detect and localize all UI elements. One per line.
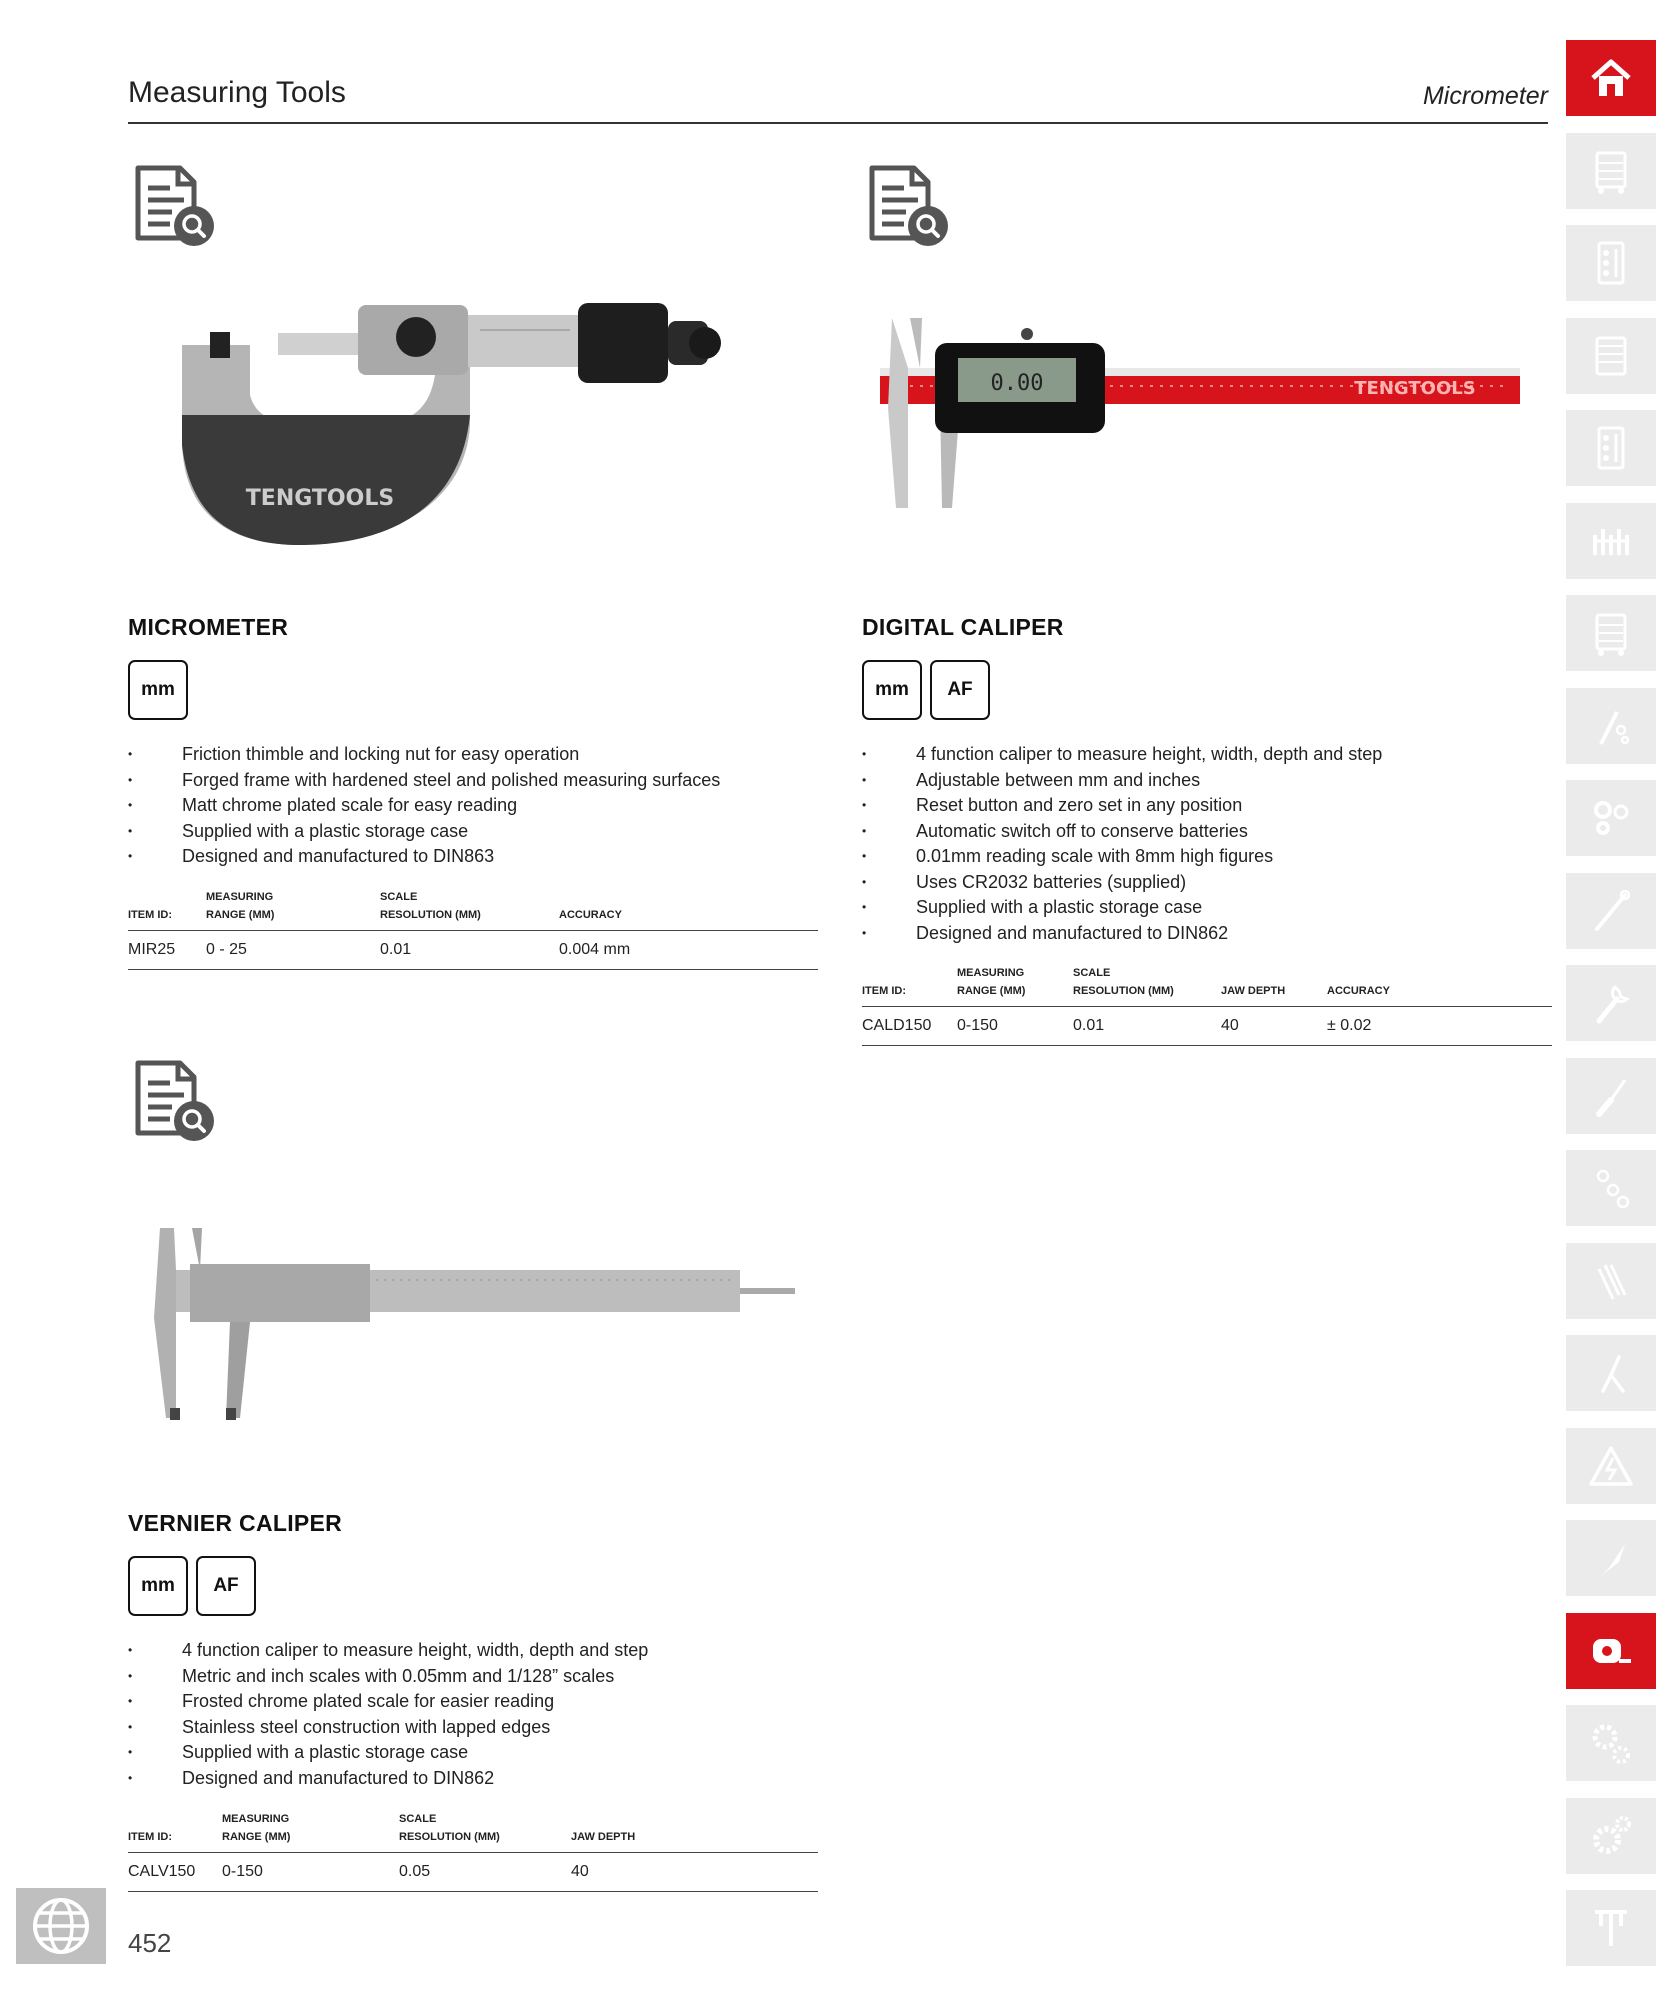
unit-badge-af: AF [930, 660, 990, 720]
cell-resolution: 0.01 [380, 931, 559, 970]
col-header-jaw-depth: JAW DEPTH [571, 1810, 818, 1853]
cell-item-id: MIR25 [128, 931, 206, 970]
feature-item: • Reset button and zero set in any position [862, 793, 1382, 819]
feature-item: • Adjustable between mm and inches [862, 768, 1382, 794]
col-header-range: MEASURING RANGE (MM) [222, 1810, 399, 1853]
cell-range: 0 - 25 [206, 931, 380, 970]
website-link[interactable] [16, 1888, 106, 1964]
vernier-caliper-spec-table [128, 1810, 818, 1892]
table-row [862, 1007, 1552, 1046]
col-header-accuracy: ACCURACY [1327, 964, 1552, 1007]
cell-accuracy: 0.004 mm [559, 931, 818, 970]
col-header-range: MEASURING RANGE (MM) [206, 888, 380, 931]
vernier-caliper-image [140, 1218, 810, 1428]
spanner-icon [1585, 977, 1637, 1029]
micrometer-image [170, 285, 770, 560]
micrometer-brand: TENGTOOLS [245, 486, 395, 511]
unit-badge-mm: mm [128, 1556, 188, 1616]
micrometer-features [128, 742, 720, 870]
feature-item: • 4 function caliper to measure height, width, depth and step [862, 742, 1382, 768]
tool-kit-icon [1585, 237, 1637, 289]
sidebar-tab-screwdriver[interactable] [1566, 1058, 1656, 1134]
feature-item: • Uses CR2032 batteries (supplied) [862, 870, 1382, 896]
sidebar-tab-measuring-tape[interactable] [1566, 1613, 1656, 1689]
svg-text:0.00: 0.00 [990, 371, 1044, 396]
col-header-resolution: SCALE RESOLUTION (MM) [380, 888, 559, 931]
pliers-icon [1585, 1347, 1637, 1399]
micrometer-title: MICROMETER [128, 614, 289, 640]
sidebar-tab-electrical[interactable] [1566, 1428, 1656, 1504]
col-header-item-id: ITEM ID: [128, 1810, 222, 1853]
sidebar-tab-tool-kit[interactable] [1566, 410, 1656, 486]
sidebar-tab-cog[interactable] [1566, 1798, 1656, 1874]
table-row [128, 931, 818, 970]
page-title: Measuring Tools [128, 76, 346, 109]
wrench-socket-icon [1585, 700, 1637, 752]
cog-icon [1585, 1810, 1637, 1862]
sidebar-tab-pliers[interactable] [1566, 1335, 1656, 1411]
caliper-brand: TENGTOOLS [1354, 378, 1476, 399]
col-header-item-id: ITEM ID: [862, 964, 957, 1007]
sidebar-tab-socket-set[interactable] [1566, 503, 1656, 579]
feature-item: • 4 function caliper to measure height, width, depth and step [128, 1638, 648, 1664]
feature-item: • Designed and manufactured to DIN863 [128, 844, 720, 870]
feature-item: • Forged frame with hardened steel and polished measuring surfaces [128, 768, 720, 794]
sidebar-tab-tool-cabinet[interactable] [1566, 133, 1656, 209]
vernier-caliper-badges [128, 1556, 256, 1616]
col-header-resolution: SCALE RESOLUTION (MM) [399, 1810, 571, 1853]
header-divider [128, 122, 1548, 124]
bits-icon [1585, 1162, 1637, 1214]
datasheet-search-icon[interactable] [862, 160, 952, 250]
sidebar-tab-wrench-socket[interactable] [1566, 688, 1656, 764]
feature-item: • Frosted chrome plated scale for easier reading [128, 1689, 648, 1715]
micrometer-badges [128, 660, 188, 720]
torque-wrench-icon [1585, 885, 1637, 937]
vernier-caliper-features [128, 1638, 648, 1791]
feature-item: • Automatic switch off to conserve batteries [862, 819, 1382, 845]
sidebar-tab-sockets[interactable] [1566, 780, 1656, 856]
tool-cabinet-icon [1585, 607, 1637, 659]
feature-item: • 0.01mm reading scale with 8mm high figures [862, 844, 1382, 870]
feature-item: • Supplied with a plastic storage case [128, 1740, 648, 1766]
knife-icon [1585, 1532, 1637, 1584]
cell-jaw-depth: 40 [571, 1853, 818, 1892]
datasheet-search-icon[interactable] [128, 160, 218, 250]
col-header-range: MEASURING RANGE (MM) [957, 964, 1073, 1007]
table-header-row [128, 888, 818, 931]
col-header-item-id: ITEM ID: [128, 888, 206, 931]
pullers-icon [1585, 1902, 1637, 1954]
digital-caliper-spec-table [862, 964, 1552, 1046]
sidebar-tab-spanner[interactable] [1566, 965, 1656, 1041]
table-header-row [862, 964, 1552, 1007]
socket-set-icon [1585, 515, 1637, 567]
col-header-resolution: SCALE RESOLUTION (MM) [1073, 964, 1221, 1007]
feature-item: • Designed and manufactured to DIN862 [862, 921, 1382, 947]
digital-caliper-features [862, 742, 1382, 946]
sidebar-tab-home[interactable] [1566, 40, 1656, 116]
sidebar-tab-gears[interactable] [1566, 1705, 1656, 1781]
tool-cabinet-icon [1585, 145, 1637, 197]
cell-item-id: CALV150 [128, 1853, 222, 1892]
sidebar-tab-roller-cabinet[interactable] [1566, 318, 1656, 394]
globe-icon [30, 1895, 92, 1957]
sidebar-tab-bits[interactable] [1566, 1150, 1656, 1226]
col-header-accuracy: ACCURACY [559, 888, 818, 931]
cell-resolution: 0.05 [399, 1853, 571, 1892]
hex-keys-icon [1585, 1255, 1637, 1307]
feature-item: • Supplied with a plastic storage case [862, 895, 1382, 921]
feature-item: • Metric and inch scales with 0.05mm and 1/128” scales [128, 1664, 648, 1690]
feature-item: • Matt chrome plated scale for easy reading [128, 793, 720, 819]
sidebar-tab-tool-cabinet[interactable] [1566, 595, 1656, 671]
sidebar-tab-tool-kit[interactable] [1566, 225, 1656, 301]
screwdriver-icon [1585, 1070, 1637, 1122]
tool-kit-icon [1585, 422, 1637, 474]
gears-icon [1585, 1717, 1637, 1769]
sidebar-tab-torque-wrench[interactable] [1566, 873, 1656, 949]
micrometer-spec-table [128, 888, 818, 970]
cell-jaw-depth: 40 [1221, 1007, 1327, 1046]
cell-range: 0-150 [957, 1007, 1073, 1046]
cell-range: 0-150 [222, 1853, 399, 1892]
page-number: 452 [128, 1928, 172, 1958]
digital-caliper-title: DIGITAL CALIPER [862, 614, 1064, 640]
measuring-tape-icon [1585, 1625, 1637, 1677]
feature-item: • Supplied with a plastic storage case [128, 819, 720, 845]
vernier-caliper-title: VERNIER CALIPER [128, 1510, 343, 1536]
datasheet-search-icon[interactable] [128, 1055, 218, 1145]
unit-badge-mm: mm [862, 660, 922, 720]
feature-item: • Designed and manufactured to DIN862 [128, 1766, 648, 1792]
cell-accuracy: ± 0.02 [1327, 1007, 1552, 1046]
sidebar-tab-knife[interactable] [1566, 1520, 1656, 1596]
unit-badge-af: AF [196, 1556, 256, 1616]
cell-item-id: CALD150 [862, 1007, 957, 1046]
section-subtitle: Micrometer [1422, 82, 1548, 110]
sockets-icon [1585, 792, 1637, 844]
col-header-jaw-depth: JAW DEPTH [1221, 964, 1327, 1007]
sidebar-tab-pullers[interactable] [1566, 1890, 1656, 1966]
table-row [128, 1853, 818, 1892]
table-header-row [128, 1810, 818, 1853]
digital-caliper-badges [862, 660, 990, 720]
feature-item: • Friction thimble and locking nut for easy operation [128, 742, 720, 768]
cell-resolution: 0.01 [1073, 1007, 1221, 1046]
unit-badge-mm: mm [128, 660, 188, 720]
roller-cabinet-icon [1585, 330, 1637, 382]
home-icon [1585, 52, 1637, 104]
digital-caliper-image [870, 308, 1540, 518]
electrical-icon [1585, 1440, 1637, 1492]
feature-item: • Stainless steel construction with lapped edges [128, 1715, 648, 1741]
sidebar-tab-hex-keys[interactable] [1566, 1243, 1656, 1319]
